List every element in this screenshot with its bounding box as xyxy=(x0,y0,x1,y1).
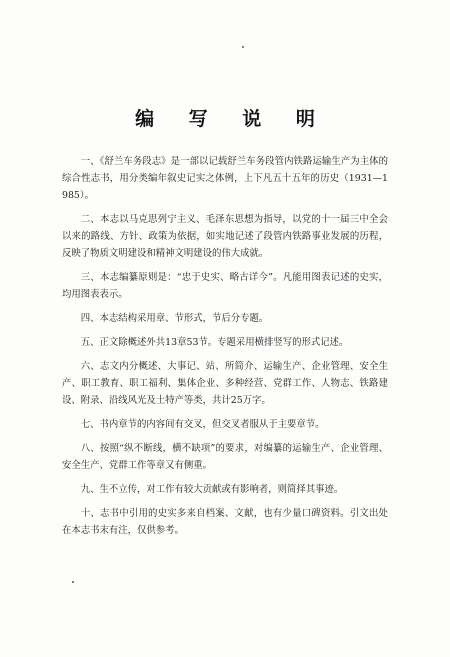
paragraph-6: 六、志文内分概述、大事记、站、所简介、运输生产、企业管理、安全生产、职工教育、职工福利、集体企业、多种经营、党群工作、人物志、铁路建设、附录、沿线风光及土特产等类，共计25万字。 xyxy=(62,361,388,406)
paragraph-9: 九、生不立传，对工作有较大贡献或有影响者，则简择其事迹。 xyxy=(80,484,344,495)
paragraph-8: 八、按照“纵不断线，横不缺项”的要求，对编纂的运输生产、企业管理、安全生产、党群工作等章又有侧重。 xyxy=(62,443,388,471)
paragraph-2: 二、本志以马克思列宁主义、毛泽东思想为指导，以党的十一届三中全会以来的路线、方针、政策为依据，如实地记述了段管内铁路事业发展的历程，反映了物质文明建设和精神文明建设的伟大成就。 xyxy=(62,214,388,259)
scan-speck xyxy=(72,581,74,583)
paragraph-10: 十、志书中引用的史实多来自档案、文献，也有少量口碑资料。引文出处在本志书末有注，仅供参考。 xyxy=(62,508,388,536)
paragraph-1: 一、《舒兰车务段志》是一部以记载舒兰车务段管内铁路运输生产为主体的综合性志书，用分类编年叙史记实之体例，上下凡五十五年的历史（1931—1985）。 xyxy=(62,156,388,201)
scan-speck xyxy=(242,46,244,48)
paragraph-5: 五、正文除概述外共13章53节。专题采用横排竖写的形式记述。 xyxy=(80,337,349,348)
paragraph-3: 三、本志编纂原则是：“忠于史实、略古详今”。凡能用图表记述的史实，均用图表表示。 xyxy=(62,272,388,300)
document-body xyxy=(62,153,388,546)
paragraph-7: 七、书内章节的内容间有交叉，但交叉者服从于主要章节。 xyxy=(80,419,325,430)
paragraph-4: 四、本志结构采用章、节形式，节后分专题。 xyxy=(80,313,269,324)
page-title: 编 写 说 明 xyxy=(135,108,329,130)
